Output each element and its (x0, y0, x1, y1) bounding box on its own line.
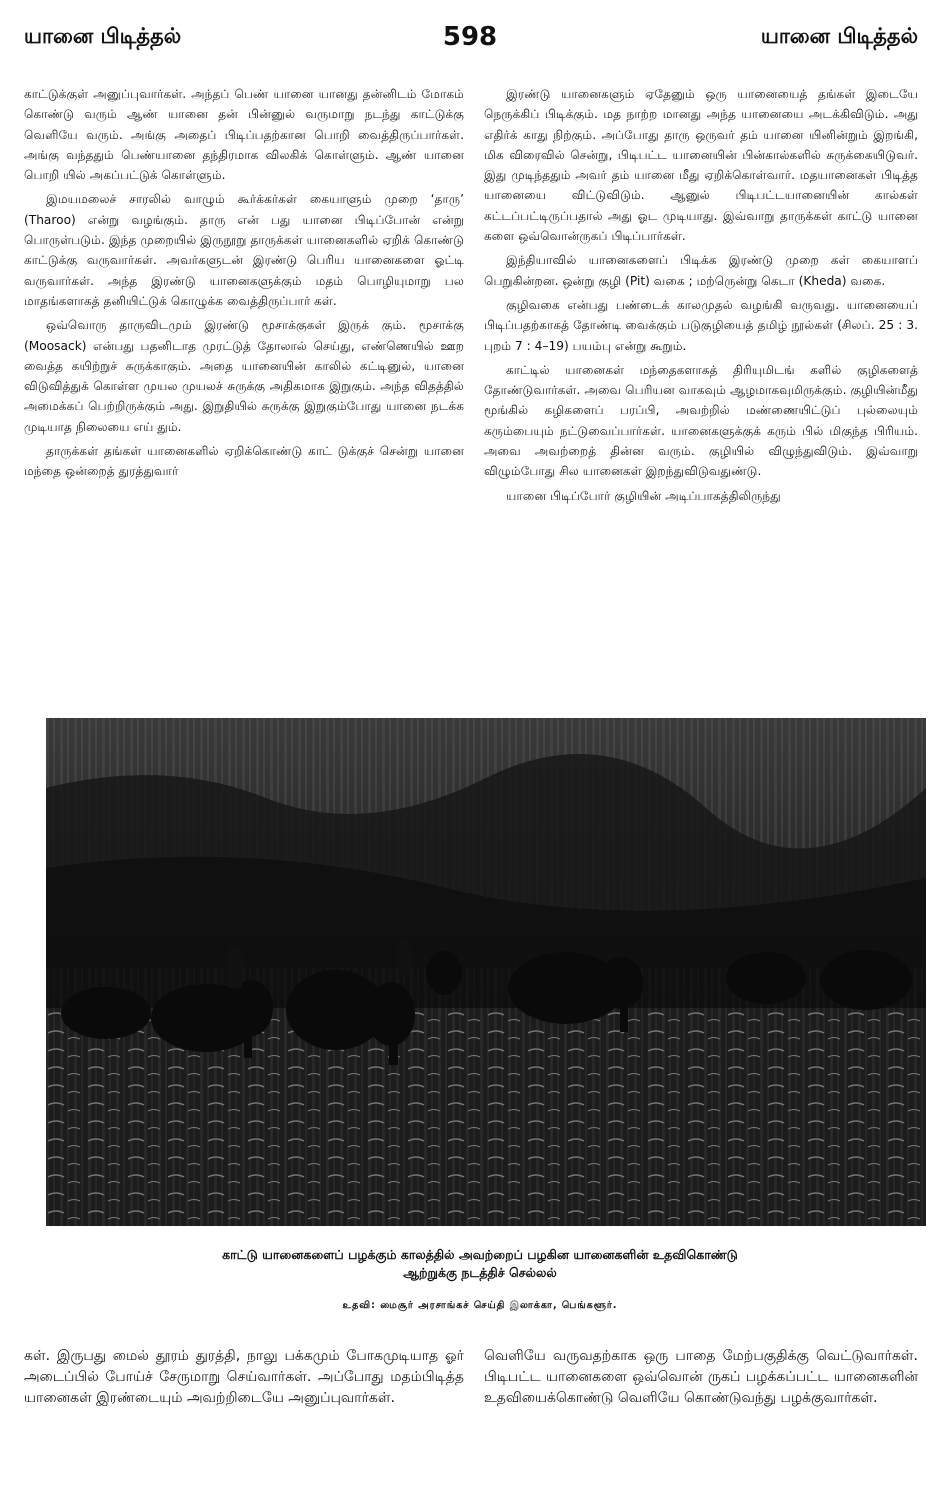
running-title-right: யானை பிடித்தல் (760, 24, 918, 48)
running-title-left: யானை பிடித்தல் (24, 24, 182, 48)
paragraph: காட்டில் யானைகள் மந்தைகளாகத் திரியுமிடங் களில் குழிகளைத் தோண்டுவார்கள். அவை பெரியன வாகவும் ஆழமாகவுமிருக்கும். குழியின்மீது மூங்கில் கழிகளைப் பரப்பி, அவற்றில் மண்ணையிட்டுப் புல்லையும் கரும்பையும் நட்டுவைப்பார்கள். யானைகளுக்குக் கரும் பில் மிகுந்த பிரியம். அவை அவற்றைத் தின்ன வரும். குழியில் விழுந்துவிடும். இவ்வாறு விழும்போது சில யானைகள் இறந்துவிடுவதுண்டு. (484, 362, 918, 479)
page-header (0, 22, 940, 62)
page-number: 598 (442, 22, 498, 52)
caption-line-1: காட்டு யானைகளைப் பழக்கும் காலத்தில் அவற்றைப் பழகின யானைகளின் உதவிகொண்டு (222, 1247, 738, 1262)
paragraph: வெளியே வருவதற்காக ஒரு பாதை மேற்பகுதிக்கு வெட்டுவார்கள். பிடிபட்ட யானைகளை ஒவ்வொன் ருகப் பழக்கப்பட்ட யானைகளின் உதவியைக்கொண்டு வெளியே கொண்டுவந்து பழக்குவார்கள். (484, 1348, 918, 1406)
photo-caption (40, 1246, 920, 1282)
column-top-left (24, 84, 464, 486)
paragraph: யானை பிடிப்போர் குழியின் அடிப்பாகத்திலிருந்து (506, 488, 781, 503)
paragraph: கள். இருபது மைல் தூரம் துரத்தி, நாலு பக்கமும் போகமுடியாத ஓர் அடைப்பில் போய்ச் சேருமாறு செய்வார்கள். அப்போது மதம்பிடித்த யானைகள் இரண்டையும் அவற்றிடையே அனுப்புவார்கள். (24, 1348, 464, 1406)
photo-credit: உதவி: மைசூர் அரசாங்கச் செய்தி இலாக்கா, பெங்களூர். (342, 1300, 618, 1311)
paragraph: தாருக்கள் தங்கள் யானைகளில் ஏறிக்கொண்டு காட் டுக்குச் சென்று யானை மந்தை ஒன்றைத் துரத்துவார் (24, 444, 464, 479)
paragraph: இமயமலைச் சாரலில் வாழும் கூர்க்கர்கள் கையாளும் முறை ‘தாரு’ (Tharoo) என்று வழங்கும். தாரு என் பது யானை பிடிப்போன் என்று பொருள்படும். இந்த முறையில் இருநூறு தாருக்கள் யானைகளில் ஏறிக் கொண்டு காட்டுக்கு வருவார்கள். அவர்களுடன் இரண்டு பெரிய யானைகளை ஓட்டி வருவார்கள். அந்த இரண்டு யானைகளுக்கும் மதம் பொழியுமாறு பல மாதங்களாகத் தனியிட்டுக் கொழுக்க வைத்திருப்பார் கள். (24, 192, 464, 308)
paragraph: ஒவ்வொரு தாருவிடமும் இரண்டு மூசாக்குகள் இருக் கும். மூசாக்கு (Moosack) என்பது பதனிடாத முரட்டுத் தோலால் செய்து, எண்ணெயில் ஊற வைத்த கயிற்றுச் சுருக்காகும். அதை யானையின் காலில் கட்டினுல், யானை விடுவித்துக் கொள்ள முயல முயலச் சுருக்கு அதிகமாக இறுகும். அந்த விதத்தில் அமைக்கப் பெற்றிருக்கும் அது. இறுதியில் சுருக்கு இறுகும்போது யானை நடக்க முடியாத நிலையை எய் தும். (24, 318, 464, 434)
caption-line-2: ஆற்றுக்கு நடத்திச் செல்லல் (403, 1265, 557, 1280)
elephants-river-photo (46, 718, 926, 1226)
paragraph: குழிவகை என்பது பண்டைக் காலமுதல் வழங்கி வருவது. யானையைப் பிடிப்பதற்காகத் தோண்டி வைக்கும் படுகுழியைத் தமிழ் நூல்கள் (சிலப். 25 : 3. புறம் 7 : 4–19) பயம்பு என்று கூறும். (484, 297, 918, 353)
column-bottom-right (484, 1346, 918, 1413)
paragraph: காட்டுக்குள் அனுப்புவார்கள். அந்தப் பெண் யானை யானது தன்னிடம் மோகம் கொண்டு வரும் ஆண் யானை தன் பின்னுல் வருமாறு நடந்து காட்டுக்கு வெளியே வரும். அங்கு அதைப் பிடிப்பதற்கான பொறி வைத்திருப்பார்கள். அங்கு வந்ததும் பெண்யானை தந்திரமாக விலகிக் கொள்ளும். ஆண் யானை பொறி யில் அகப்பட்டுக் கொள்ளும். (24, 87, 464, 183)
column-top-right (484, 84, 918, 510)
column-bottom-left (24, 1346, 464, 1413)
paragraph: இரண்டு யானைகளும் ஏதேனும் ஒரு யானையைத் தங்கள் இடையே நெருக்கிப் பிடிக்கும். மத நாற்ற மானது அந்த யானையை அடக்கிவிடும். அது எதிர்க் காது நிற்கும். அப்போது தாரு ஒருவர் தம் யானை யினின்றும் இறங்கி, மிக விரைவில் சென்று, பிடிபட்ட யானையின் பின்கால்களில் சுருக்கையிடுவர். இது முடிந்ததும் அவர் தம் யானை மீது ஏறிக்கொள்வார். மதயானைகள் பிடித்த யானையை விட்டுவிடும். ஆனுல் பிடிபட்டயானையின் கால்கள் கட்டப்பட்டிருப்பதால் அது ஓட முடியாது. இவ்வாறு தாருக்கள் காட்டு யானை களை ஒவ்வொன்ருகப் பிடிப்பார்கள். (484, 87, 918, 244)
paragraph: இந்தியாவில் யானைகளைப் பிடிக்க இரண்டு முறை கள் கையாளப் பெறுகின்றன. ஒன்று குழி (Pit) வகை ; மற்ருென்று கெடா (Kheda) வகை. (484, 253, 918, 288)
